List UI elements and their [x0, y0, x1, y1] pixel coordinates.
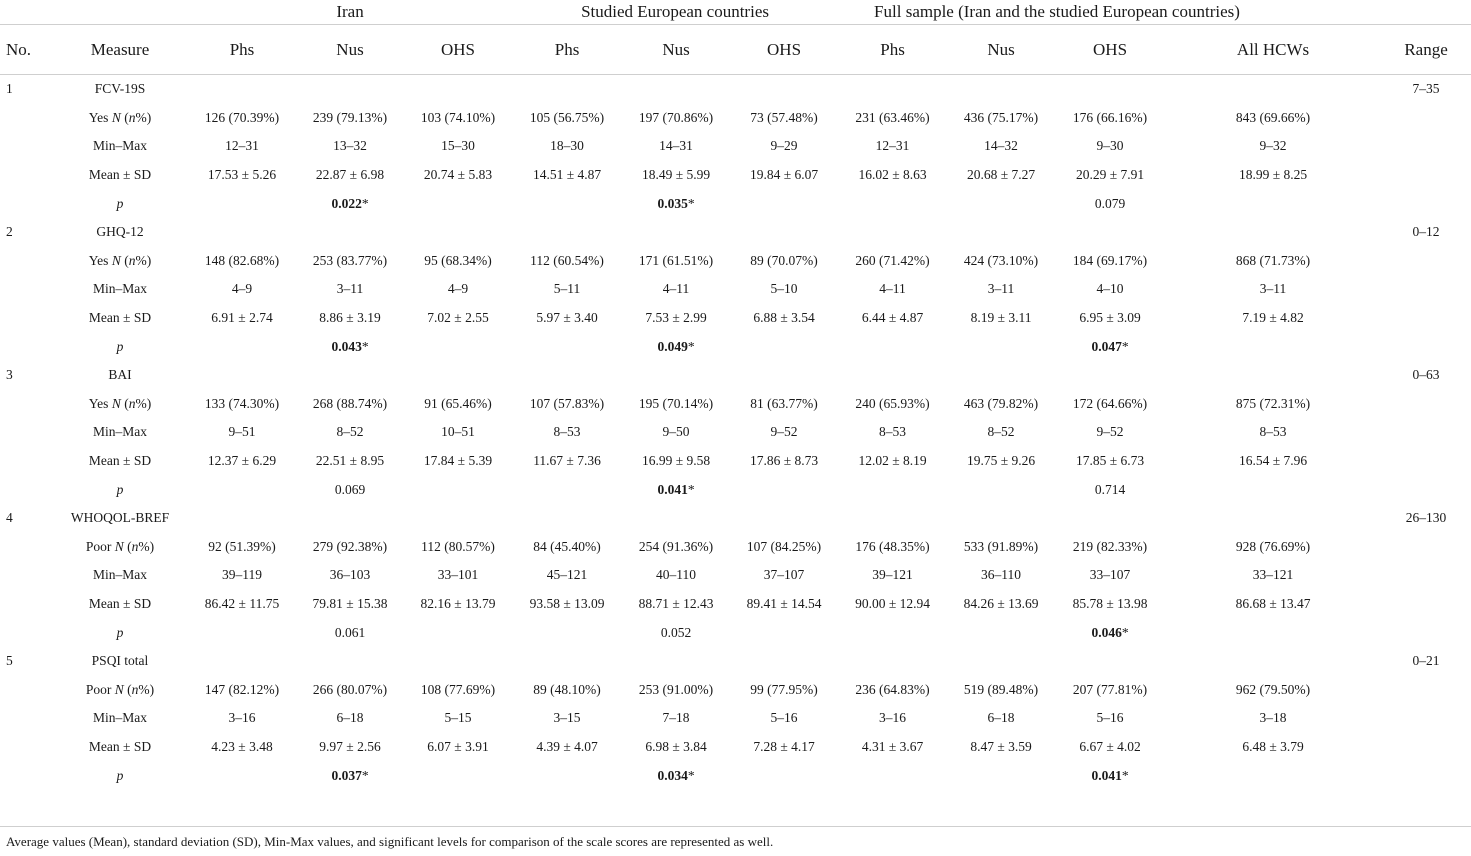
table-cell: 33–101 — [437, 567, 479, 583]
p-value-cell — [838, 618, 947, 647]
table-cell: 17.53 ± 5.26 — [207, 167, 277, 183]
p-value-cell — [1165, 618, 1381, 647]
table-cell: 6.98 ± 3.84 — [645, 738, 707, 754]
table-cell: 463 (79.82%) — [963, 395, 1039, 411]
measure-number: 1 — [6, 81, 13, 97]
measure-name: GHQ-12 — [96, 224, 144, 240]
table-footnote: Average values (Mean), standard deviation (SD), Min-Max values, and significant levels for comparison of the scale scores are represented as well. — [6, 834, 774, 849]
measure-range: 0–21 — [1412, 653, 1440, 669]
minmax-row — [0, 418, 1471, 447]
p-value-cell: 0.034* — [657, 767, 695, 783]
count-row-label: Yes N (n%) — [88, 252, 152, 268]
table-cell: 82.16 ± 13.79 — [420, 595, 496, 611]
mean-row — [0, 590, 1471, 619]
table-cell: 33–107 — [1089, 567, 1131, 583]
p-value-cell — [512, 475, 622, 504]
table-cell: 88.71 ± 12.43 — [638, 595, 714, 611]
p-row-label: p — [116, 481, 124, 497]
measure-range: 26–130 — [1405, 510, 1447, 526]
table-cell: 7.28 ± 4.17 — [753, 738, 815, 754]
p-value-cell — [947, 618, 1055, 647]
table-cell: 3–11 — [1259, 281, 1287, 297]
mean-row-label: Mean ± SD — [88, 738, 152, 754]
p-value-cell — [730, 189, 838, 218]
mean-row-label: Mean ± SD — [88, 453, 152, 469]
minmax-row-label: Min–Max — [93, 567, 147, 583]
table-cell: 16.99 ± 9.58 — [641, 453, 711, 469]
table-cell: 4–9 — [447, 281, 469, 297]
table-cell: 14–31 — [659, 138, 693, 154]
table-cell: 107 (84.25%) — [746, 538, 822, 554]
table-cell: 6.44 ± 4.87 — [861, 310, 924, 326]
col-header: No. — [0, 25, 52, 75]
table-cell: 81 (63.77%) — [750, 395, 818, 411]
table-cell: 5–16 — [770, 710, 798, 726]
count-row — [0, 533, 1471, 562]
table-cell: 17.86 ± 8.73 — [749, 453, 819, 469]
col-header: Phs — [188, 25, 296, 75]
table-cell: 279 (92.38%) — [312, 538, 388, 554]
count-row — [0, 390, 1471, 419]
table-cell: 171 (61.51%) — [638, 252, 714, 268]
table-cell: 8–53 — [1259, 424, 1287, 440]
table-cell: 20.68 ± 7.27 — [966, 167, 1036, 183]
table-cell: 39–121 — [872, 567, 913, 583]
table-cell: 39–119 — [222, 567, 262, 583]
table-cell: 126 (70.39%) — [204, 109, 280, 125]
table-cell: 8.47 ± 3.59 — [970, 738, 1032, 754]
table-cell: 95 (68.34%) — [424, 252, 492, 268]
table-cell: 6.48 ± 3.79 — [1242, 738, 1304, 754]
count-row-label: Yes N (n%) — [88, 395, 152, 411]
table-cell: 20.29 ± 7.91 — [1075, 167, 1145, 183]
p-value-cell — [1165, 189, 1381, 218]
table-cell: 4.39 ± 4.07 — [536, 738, 598, 754]
p-value-cell — [1165, 761, 1381, 790]
col-header: Phs — [838, 25, 947, 75]
table-cell: 112 (60.54%) — [530, 252, 604, 268]
p-value-cell: 0.047* — [1091, 338, 1129, 354]
p-value-cell — [404, 618, 512, 647]
measure-row — [0, 504, 1471, 533]
table-cell: 254 (91.36%) — [638, 538, 714, 554]
minmax-row — [0, 704, 1471, 733]
p-row-label: p — [116, 624, 124, 640]
table-cell: 9–51 — [228, 424, 256, 440]
table-cell: 5–11 — [553, 281, 581, 297]
table-cell: 8–53 — [553, 424, 581, 440]
table-cell: 962 (79.50%) — [1235, 681, 1311, 697]
col-header: Range — [1381, 25, 1471, 75]
table-cell: 79.81 ± 15.38 — [312, 595, 388, 611]
table-cell: 9–30 — [1096, 138, 1124, 154]
p-value-cell: 0.714 — [1094, 481, 1126, 497]
table-cell: 22.51 ± 8.95 — [315, 453, 385, 469]
p-value-cell: 0.052 — [660, 624, 692, 640]
measure-name: PSQI total — [91, 653, 149, 669]
p-value-cell — [1165, 332, 1381, 361]
p-value-cell — [1165, 475, 1381, 504]
measure-range: 7–35 — [1412, 81, 1440, 97]
table-cell: 9–32 — [1259, 138, 1287, 154]
table-cell: 12–31 — [225, 138, 259, 154]
measure-row — [0, 361, 1471, 390]
table-cell: 176 (48.35%) — [855, 538, 930, 554]
p-value-cell: 0.043* — [331, 338, 369, 354]
p-value-cell — [730, 618, 838, 647]
table-cell: 86.42 ± 11.75 — [204, 595, 280, 611]
table-cell: 89.41 ± 14.54 — [746, 595, 822, 611]
table-cell: 133 (74.30%) — [204, 395, 280, 411]
p-value-cell — [404, 475, 512, 504]
table-cell: 7.02 ± 2.55 — [427, 310, 489, 326]
p-value-cell: 0.061 — [334, 624, 366, 640]
table-cell: 45–121 — [546, 567, 588, 583]
table-cell: 3–11 — [987, 281, 1015, 297]
table-cell: 6.95 ± 3.09 — [1079, 310, 1141, 326]
p-row — [0, 332, 1471, 361]
measure-range: 0–63 — [1412, 367, 1440, 383]
p-value-cell — [730, 761, 838, 790]
table-cell: 253 (91.00%) — [638, 681, 714, 697]
table-cell: 3–16 — [879, 710, 907, 726]
table-cell: 4.23 ± 3.48 — [211, 738, 273, 754]
p-value-cell — [404, 761, 512, 790]
table-cell: 18.49 ± 5.99 — [641, 167, 711, 183]
table-cell: 9–52 — [770, 424, 798, 440]
p-value-cell — [188, 475, 296, 504]
table-cell: 260 (71.42%) — [855, 252, 930, 268]
p-value-cell — [512, 189, 622, 218]
table-cell: 219 (82.33%) — [1072, 538, 1148, 554]
table-cell: 89 (70.07%) — [750, 252, 818, 268]
table-cell: 3–11 — [336, 281, 364, 297]
p-row-label: p — [116, 338, 124, 354]
minmax-row-label: Min–Max — [93, 424, 147, 440]
table-cell: 240 (65.93%) — [855, 395, 930, 411]
table-cell: 22.87 ± 6.98 — [315, 167, 385, 183]
mean-row — [0, 447, 1471, 476]
table-cell: 18.99 ± 8.25 — [1238, 167, 1308, 183]
table-cell: 17.85 ± 6.73 — [1075, 453, 1145, 469]
p-value-cell — [730, 332, 838, 361]
p-row — [0, 189, 1471, 218]
count-row — [0, 675, 1471, 704]
measure-name: FCV-19S — [94, 81, 146, 97]
table-cell: 15–30 — [441, 138, 475, 154]
bottom-rule — [0, 826, 1471, 827]
table-cell: 10–51 — [441, 424, 475, 440]
p-row — [0, 761, 1471, 790]
table-cell: 7.19 ± 4.82 — [1242, 310, 1304, 326]
p-value-cell — [404, 332, 512, 361]
table-cell: 91 (65.46%) — [424, 395, 492, 411]
p-value-cell — [947, 332, 1055, 361]
count-row-label: Poor N (n%) — [85, 538, 155, 554]
table-cell: 8–52 — [336, 424, 364, 440]
table-cell: 519 (89.48%) — [963, 681, 1039, 697]
table-cell: 105 (56.75%) — [529, 109, 605, 125]
table-cell: 176 (66.16%) — [1072, 109, 1148, 125]
table-cell: 84 (45.40%) — [533, 538, 601, 554]
measure-row — [0, 75, 1471, 104]
p-value-cell: 0.037* — [331, 767, 369, 783]
measure-number: 4 — [6, 510, 13, 526]
table-cell: 184 (69.17%) — [1072, 252, 1148, 268]
measure-number: 5 — [6, 653, 13, 669]
minmax-row-label: Min–Max — [93, 710, 147, 726]
measure-range: 0–12 — [1412, 224, 1440, 240]
table-cell: 19.84 ± 6.07 — [749, 167, 819, 183]
table-cell: 18–30 — [550, 138, 584, 154]
p-value-cell: 0.049* — [657, 338, 695, 354]
count-row-label: Poor N (n%) — [85, 681, 155, 697]
group-header-row — [0, 0, 1471, 25]
table-cell: 37–107 — [763, 567, 805, 583]
table-cell: 253 (83.77%) — [312, 252, 388, 268]
table-cell: 148 (82.68%) — [204, 252, 280, 268]
minmax-row-label: Min–Max — [93, 138, 147, 154]
p-value-cell: 0.041* — [1091, 767, 1129, 783]
table-cell: 928 (76.69%) — [1235, 538, 1311, 554]
table-cell: 9.97 ± 2.56 — [319, 738, 381, 754]
table-cell: 7.53 ± 2.99 — [645, 310, 707, 326]
table-cell: 112 (80.57%) — [421, 538, 495, 554]
p-value-cell: 0.046* — [1091, 624, 1129, 640]
col-header: OHS — [404, 25, 512, 75]
table-cell: 207 (77.81%) — [1072, 681, 1148, 697]
mean-row — [0, 733, 1471, 762]
col-header: Nus — [947, 25, 1055, 75]
col-header: OHS — [1055, 25, 1165, 75]
minmax-row — [0, 275, 1471, 304]
table-cell: 4–11 — [879, 281, 906, 297]
table-cell: 93.58 ± 13.09 — [529, 595, 605, 611]
table-cell: 12.02 ± 8.19 — [858, 453, 927, 469]
table-cell: 6.67 ± 4.02 — [1079, 738, 1141, 754]
table-cell: 4–9 — [231, 281, 253, 297]
p-value-cell — [188, 761, 296, 790]
table-cell: 16.54 ± 7.96 — [1238, 453, 1308, 469]
table-cell: 92 (51.39%) — [208, 538, 276, 554]
p-value-cell — [512, 761, 622, 790]
table-cell: 875 (72.31%) — [1235, 395, 1311, 411]
table-cell: 86.68 ± 13.47 — [1235, 595, 1311, 611]
table-cell: 12–31 — [875, 138, 910, 154]
p-row — [0, 618, 1471, 647]
measure-number: 2 — [6, 224, 13, 240]
p-value-cell: 0.022* — [331, 195, 369, 211]
table-cell: 8.19 ± 3.11 — [970, 310, 1032, 326]
table-cell: 14–32 — [984, 138, 1018, 154]
table-cell: 6.91 ± 2.74 — [211, 310, 273, 326]
table-cell: 8–52 — [987, 424, 1015, 440]
measure-row — [0, 218, 1471, 247]
table-cell: 13–32 — [333, 138, 367, 154]
table-cell: 36–110 — [981, 567, 1022, 583]
minmax-row — [0, 132, 1471, 161]
group-full-sample: Full sample (Iran and the studied European countries) — [874, 2, 1240, 21]
table-cell: 40–110 — [656, 567, 697, 583]
table-cell: 107 (57.83%) — [529, 395, 605, 411]
measure-name: BAI — [108, 367, 132, 383]
table-cell: 239 (79.13%) — [312, 109, 388, 125]
p-value-cell — [188, 332, 296, 361]
col-header: Phs — [512, 25, 622, 75]
table-cell: 195 (70.14%) — [638, 395, 714, 411]
mean-row-label: Mean ± SD — [88, 167, 152, 183]
p-value-cell — [947, 761, 1055, 790]
table-cell: 424 (73.10%) — [963, 252, 1039, 268]
table-cell: 6–18 — [336, 710, 364, 726]
p-value-cell: 0.041* — [657, 481, 695, 497]
table-cell: 8–53 — [879, 424, 907, 440]
table-cell: 17.84 ± 5.39 — [423, 453, 493, 469]
table-cell: 266 (80.07%) — [312, 681, 388, 697]
table-body — [0, 75, 1471, 790]
table-cell: 868 (71.73%) — [1235, 252, 1311, 268]
table-cell: 6–18 — [987, 710, 1015, 726]
table-cell: 197 (70.86%) — [638, 109, 714, 125]
table-cell: 12.37 ± 6.29 — [207, 453, 277, 469]
count-row — [0, 104, 1471, 133]
table-cell: 14.51 ± 4.87 — [532, 167, 602, 183]
mean-row — [0, 304, 1471, 333]
table-cell: 99 (77.95%) — [750, 681, 818, 697]
p-value-cell — [512, 618, 622, 647]
table-cell: 4.31 ± 3.67 — [861, 738, 924, 754]
p-value-cell — [838, 475, 947, 504]
table-cell: 147 (82.12%) — [204, 681, 280, 697]
measure-name: WHOQOL-BREF — [70, 510, 170, 526]
group-europe: Studied European countries — [581, 2, 769, 21]
table-cell: 5–16 — [1096, 710, 1124, 726]
p-value-cell — [838, 332, 947, 361]
table-cell: 7–18 — [662, 710, 690, 726]
table-cell: 843 (69.66%) — [1235, 109, 1311, 125]
table-cell: 19.75 ± 9.26 — [966, 453, 1036, 469]
p-value-cell: 0.069 — [334, 481, 366, 497]
group-iran: Iran — [336, 2, 364, 21]
col-header: Measure — [52, 25, 188, 75]
column-header-row — [0, 25, 1471, 75]
table-cell: 236 (64.83%) — [855, 681, 930, 697]
p-value-cell: 0.079 — [1094, 195, 1126, 211]
table-cell: 9–52 — [1096, 424, 1124, 440]
col-header: OHS — [730, 25, 838, 75]
mean-row-label: Mean ± SD — [88, 310, 152, 326]
count-row — [0, 247, 1471, 276]
p-value-cell — [838, 761, 947, 790]
p-value-cell — [512, 332, 622, 361]
table-cell: 5–10 — [770, 281, 798, 297]
p-value-cell — [730, 475, 838, 504]
minmax-row — [0, 561, 1471, 590]
table-cell: 85.78 ± 13.98 — [1072, 595, 1148, 611]
p-value-cell: 0.035* — [657, 195, 695, 211]
table-cell: 33–121 — [1252, 567, 1294, 583]
p-value-cell — [188, 189, 296, 218]
table-cell: 3–15 — [553, 710, 581, 726]
col-header: Nus — [296, 25, 404, 75]
table-cell: 3–18 — [1259, 710, 1287, 726]
table-cell: 16.02 ± 8.63 — [858, 167, 927, 183]
table-cell: 9–50 — [662, 424, 690, 440]
measure-row — [0, 647, 1471, 676]
table-cell: 436 (75.17%) — [963, 109, 1039, 125]
table-cell: 90.00 ± 12.94 — [855, 595, 930, 611]
p-value-cell — [838, 189, 947, 218]
table-cell: 172 (64.66%) — [1072, 395, 1148, 411]
table-cell: 73 (57.48%) — [750, 109, 818, 125]
mean-row — [0, 161, 1471, 190]
table-cell: 89 (48.10%) — [533, 681, 601, 697]
table-cell: 533 (91.89%) — [963, 538, 1039, 554]
table-cell: 84.26 ± 13.69 — [963, 595, 1039, 611]
minmax-row-label: Min–Max — [93, 281, 147, 297]
table-cell: 36–103 — [329, 567, 371, 583]
table-cell: 108 (77.69%) — [420, 681, 496, 697]
mean-row-label: Mean ± SD — [88, 595, 152, 611]
table-cell: 11.67 ± 7.36 — [533, 453, 601, 469]
p-row-label: p — [116, 195, 124, 211]
col-header: Nus — [622, 25, 730, 75]
table-cell: 6.07 ± 3.91 — [427, 738, 489, 754]
table-cell: 268 (88.74%) — [312, 395, 388, 411]
table-cell: 5–15 — [444, 710, 472, 726]
table-cell: 231 (63.46%) — [855, 109, 930, 125]
p-value-cell — [404, 189, 512, 218]
col-header: All HCWs — [1165, 25, 1381, 75]
table-cell: 9–29 — [770, 138, 798, 154]
table-cell: 4–11 — [662, 281, 690, 297]
table-cell: 4–10 — [1096, 281, 1124, 297]
table-cell: 6.88 ± 3.54 — [753, 310, 815, 326]
p-value-cell — [947, 189, 1055, 218]
table-cell: 8.86 ± 3.19 — [319, 310, 381, 326]
table-cell: 3–16 — [228, 710, 256, 726]
p-row — [0, 475, 1471, 504]
measure-number: 3 — [6, 367, 13, 383]
table-cell: 5.97 ± 3.40 — [536, 310, 598, 326]
table-cell: 103 (74.10%) — [420, 109, 496, 125]
p-row-label: p — [116, 767, 124, 783]
p-value-cell — [947, 475, 1055, 504]
table-cell: 20.74 ± 5.83 — [423, 167, 493, 183]
p-value-cell — [188, 618, 296, 647]
count-row-label: Yes N (n%) — [88, 109, 152, 125]
